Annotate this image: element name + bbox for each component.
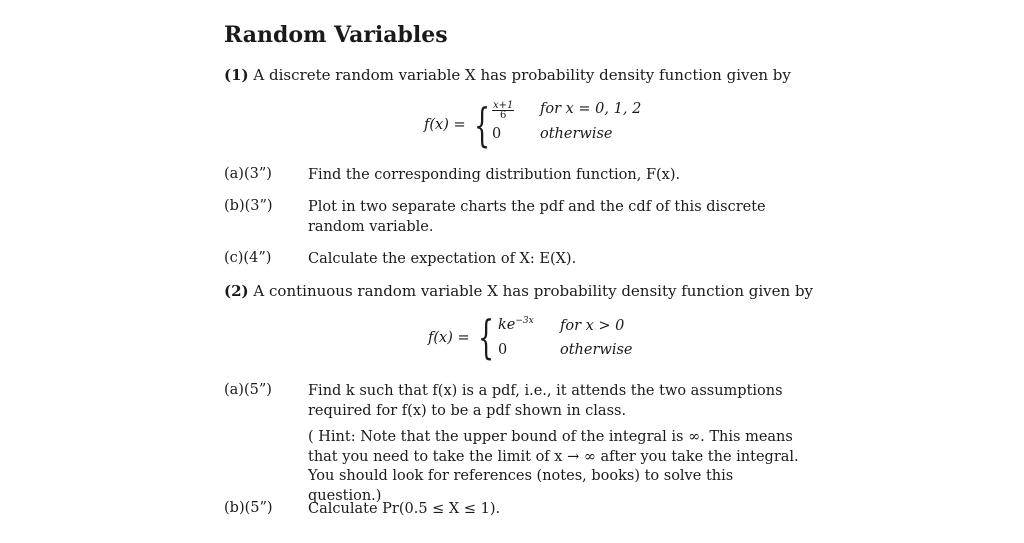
q2-case1-condition: for x > 0 <box>560 318 625 334</box>
q2-case1-base: ke <box>498 316 516 333</box>
q1-case2-condition: otherwise <box>540 126 613 142</box>
q1-statement-line <box>224 66 791 84</box>
q2-f-label: f(x) = <box>428 330 470 346</box>
q2-statement: A continuous random variable X has probability density function given by <box>253 282 814 300</box>
q2-number: (2) <box>224 282 249 300</box>
q1b-label: (b)(3”) <box>224 198 273 214</box>
q1-case1-numerator: x+1 <box>493 100 514 111</box>
q2b-label: (b)(5”) <box>224 500 273 516</box>
q2-statement-line <box>224 282 813 300</box>
q1-case1-fraction <box>492 100 514 120</box>
q2-brace: { <box>478 310 495 364</box>
q2-case1-value <box>498 316 534 333</box>
q1-case1-denominator: 6 <box>500 110 507 121</box>
q2a-label: (a)(5”) <box>224 382 272 398</box>
q2-case2-condition: otherwise <box>560 342 633 358</box>
q1-number: (1) <box>224 66 249 84</box>
q1-statement: A discrete random variable X has probability density function given by <box>253 66 791 84</box>
q2-case1-exponent: −3x <box>515 316 534 326</box>
q1-f-label: f(x) = <box>424 117 466 133</box>
q1b-text: Plot in two separate charts the pdf and the cdf of this discrete random variable. <box>308 199 766 235</box>
q2-case2-value: 0 <box>498 342 508 358</box>
q2b-text: Calculate Pr(0.5 ≤ X ≤ 1). <box>308 501 501 517</box>
q1-case1-condition: for x = 0, 1, 2 <box>540 101 642 117</box>
q1a-label: (a)(3”) <box>224 166 272 182</box>
q1-brace: { <box>474 98 491 152</box>
page-title: Random Variables <box>224 22 448 48</box>
q1c-label: (c)(4”) <box>224 250 272 266</box>
q1-case2-value: 0 <box>492 126 502 142</box>
q1c-text: Calculate the expectation of X: E(X). <box>308 251 577 267</box>
q2a-hint: ( Hint: Note that the upper bound of the integral is ∞. This means that you need to take the limit of x → ∞ after you take the integral. You should look for references (notes, books) to solve this question.) <box>308 429 799 504</box>
q1a-text: Find the corresponding distribution function, F(x). <box>308 167 681 183</box>
q2a-text: Find k such that f(x) is a pdf, i.e., it attends the two assumptions required for f(x) to be a pdf shown in class. <box>308 383 783 419</box>
